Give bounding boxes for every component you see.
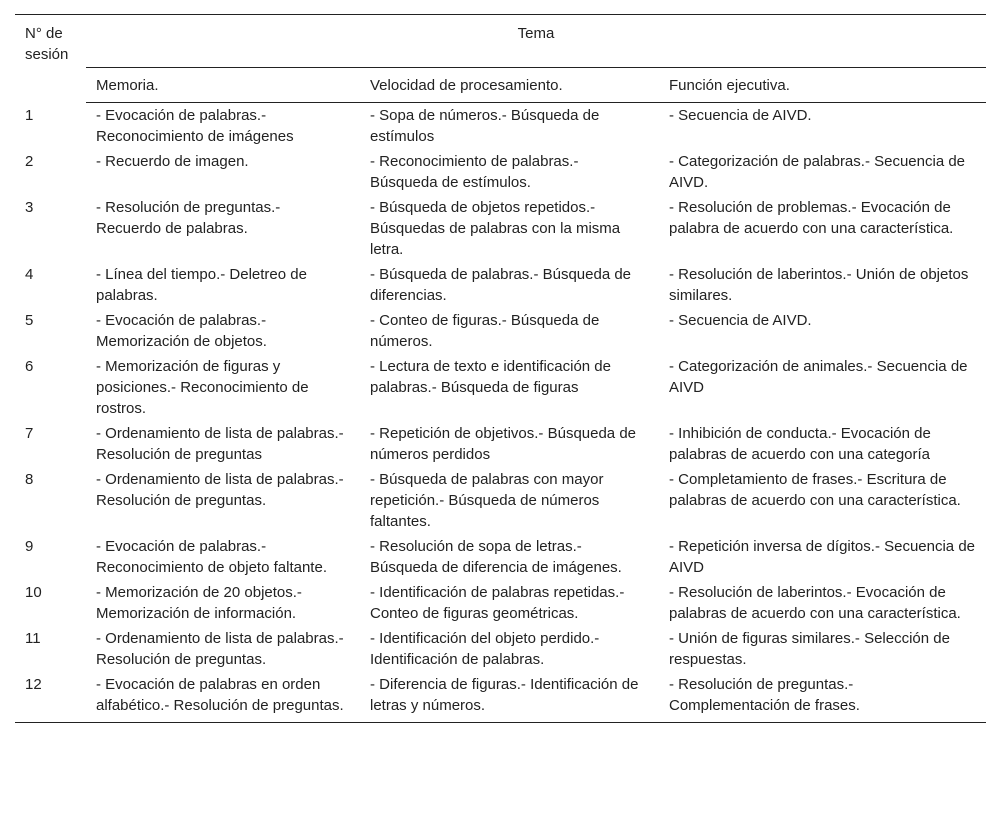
velocidad-cell: - Resolución de sopa de letras.- Búsqueda de diferencia de imágenes. <box>370 538 622 576</box>
table-row <box>15 467 986 534</box>
session-number: 1 <box>25 106 34 124</box>
memoria-cell: - Ordenamiento de lista de palabras.- Resolución de preguntas. <box>96 630 344 668</box>
table-row <box>15 534 986 580</box>
header-row-top <box>15 15 986 68</box>
session-number: 5 <box>25 312 34 329</box>
velocidad-cell: - Identificación del objeto perdido.- Identificación de palabras. <box>370 630 600 668</box>
memoria-cell: - Ordenamiento de lista de palabras.- Resolución de preguntas. <box>96 471 344 509</box>
funcion-cell: - Unión de figuras similares.- Selección de respuestas. <box>669 630 950 668</box>
session-number: 8 <box>25 471 34 488</box>
funcion-cell: - Completamiento de frases.- Escritura de palabras de acuerdo con una característica. <box>669 471 961 509</box>
memoria-cell: - Memorización de 20 objetos.- Memorización de información. <box>96 584 302 622</box>
velocidad-cell: - Identificación de palabras repetidas.- Conteo de figuras geométricas. <box>370 584 625 622</box>
memoria-cell: - Evocación de palabras.- Reconocimiento de objeto faltante. <box>96 538 327 576</box>
header-velocidad: Velocidad de procesamiento. <box>359 68 660 103</box>
funcion-cell: - Inhibición de conducta.- Evocación de palabras de acuerdo con una categoría <box>669 425 931 463</box>
velocidad-cell: - Búsqueda de palabras con mayor repetición.- Búsqueda de números faltantes. <box>370 471 604 530</box>
session-number: 6 <box>25 358 34 375</box>
funcion-cell: - Secuencia de AIVD. <box>669 107 812 124</box>
table-row <box>15 672 986 723</box>
velocidad-cell: - Repetición de objetivos.- Búsqueda de números perdidos <box>370 425 637 463</box>
header-memoria: Memoria. <box>86 68 359 103</box>
memoria-cell: - Resolución de preguntas.- Recuerdo de palabras. <box>96 199 281 237</box>
velocidad-cell: - Búsqueda de objetos repetidos.- Búsquedas de palabras con la misma letra. <box>370 199 621 258</box>
session-number: 2 <box>25 153 34 170</box>
session-number: 4 <box>25 266 34 283</box>
session-number: 12 <box>15 672 86 723</box>
header-tema: Tema <box>86 15 986 68</box>
velocidad-cell: - Búsqueda de palabras.- Búsqueda de diferencias. <box>370 266 632 304</box>
funcion-cell: - Repetición inversa de dígitos.- Secuencia de AIVD <box>669 538 976 576</box>
memoria-cell: - Evocación de palabras en orden alfabético.- Resolución de preguntas. <box>86 672 359 723</box>
table-row <box>15 626 986 672</box>
funcion-cell: - Resolución de problemas.- Evocación de palabra de acuerdo con una característica. <box>669 199 954 237</box>
memoria-cell: - Línea del tiempo.- Deletreo de palabras. <box>96 266 307 304</box>
memoria-cell: - Memorización de figuras y posiciones.- Reconocimiento de rostros. <box>96 358 309 417</box>
table-row <box>15 195 986 262</box>
table-body <box>15 103 986 723</box>
session-number: 3 <box>25 199 34 216</box>
memoria-cell: - Evocación de palabras.- Reconocimiento de imágenes <box>96 107 294 145</box>
session-number: 10 <box>25 584 42 601</box>
session-table-container <box>15 14 986 723</box>
memoria-cell: - Recuerdo de imagen. <box>96 153 249 170</box>
session-number: 9 <box>25 538 34 555</box>
table-row <box>15 421 986 467</box>
table-row <box>15 149 986 195</box>
funcion-cell: - Categorización de animales.- Secuencia de AIVD <box>669 358 968 396</box>
velocidad-cell: - Sopa de números.- Búsqueda de estímulos <box>370 107 600 145</box>
table-row <box>15 262 986 308</box>
header-row-columns <box>15 68 986 103</box>
funcion-cell: - Secuencia de AIVD. <box>669 312 812 329</box>
table-row <box>15 580 986 626</box>
session-number: 7 <box>25 425 34 442</box>
velocidad-cell: - Conteo de figuras.- Búsqueda de números. <box>370 312 600 350</box>
funcion-cell: - Resolución de laberintos.- Evocación de palabras de acuerdo con una característica. <box>669 584 961 622</box>
memoria-cell: - Evocación de palabras.- Memorización de objetos. <box>96 312 267 350</box>
session-table <box>15 14 986 723</box>
table-row <box>15 103 986 150</box>
funcion-cell: - Resolución de laberintos.- Unión de objetos similares. <box>669 266 969 304</box>
velocidad-cell: - Diferencia de figuras.- Identificación de letras y números. <box>359 672 660 723</box>
table-row <box>15 354 986 421</box>
session-number: 11 <box>25 630 41 647</box>
table-row <box>15 308 986 354</box>
funcion-cell: - Resolución de preguntas.- Complementación de frases. <box>660 672 986 723</box>
funcion-cell: - Categorización de palabras.- Secuencia de AIVD. <box>669 153 966 191</box>
velocidad-cell: - Lectura de texto e identificación de palabras.- Búsqueda de figuras <box>370 358 611 396</box>
header-funcion-ejecutiva: Función ejecutiva. <box>660 68 986 103</box>
velocidad-cell: - Reconocimiento de palabras.- Búsqueda de estímulos. <box>370 153 579 191</box>
memoria-cell: - Ordenamiento de lista de palabras.- Resolución de preguntas <box>96 425 344 463</box>
header-session: N° de sesión <box>15 15 86 103</box>
